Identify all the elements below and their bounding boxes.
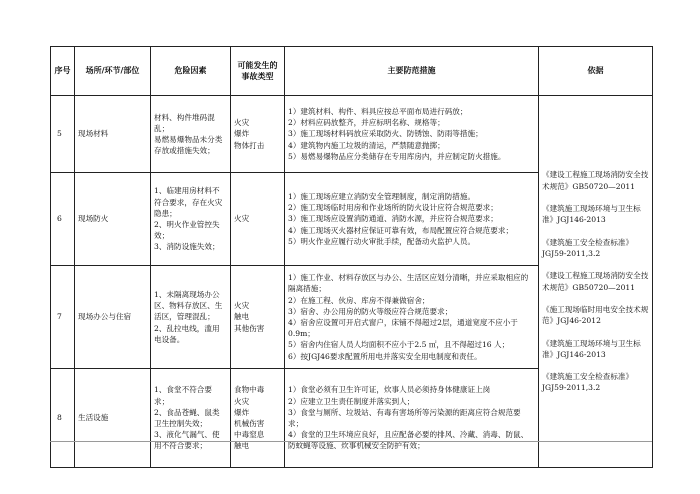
row-seq: 6 [51,173,75,266]
row-hazard: 1、食堂不符合要求； 2、食品苍蝇、鼠类卫生控制失效； 3、液化气漏气、使用不符合要求； [151,369,231,468]
row-measures: 1）食堂必须有卫生许可证，炊事人员必须持身体健康证上岗 2）应建立卫生责任制度并落实到人； 3）食堂与厕所、垃圾站、有毒有害场所等污染源的距离应符合规范要求； 4）食堂的卫生环境应良好，且应配备必要的排风、冷藏、消毒、防鼠、防蚊蝇等设施、炊事机械安全防护有效； [285,369,539,468]
row-seq: 7 [51,266,75,369]
row-hazard: 1、临建用房材料不符合要求，存在火灾隐患； 2、明火作业管控失效； 3、消防设施失效； [151,173,231,266]
hazard-measures-table [50,46,653,468]
row-seq: 8 [51,369,75,468]
row-measures: 1）施工作业、材料存放区与办公、生活区应划分清晰，并应采取相应的隔离措施； 2）在施工程、伙房、库房不得兼做宿舍； 3）宿舍、办公用房的防火等级应符合规范要求； 4）宿舍应设置可开启式窗户，床铺不得超过2层，通道宽度不应小于0.9m； 5）宿舍内住宿人员人均面积不应小于2.5 ㎡，且不得超过16 人； 6）按JGJ46要求配置所用电并落实安全用电制度和责任。 [285,266,539,369]
header-hazard: 危险因素 [151,47,231,96]
header-place: 场所/环节/部位 [75,47,151,96]
row-place: 生活设施 [75,369,151,468]
header-seq: 序号 [51,47,75,96]
header-measures: 主要防范措施 [285,47,539,96]
footer-divider [50,441,652,442]
row-measures: 1）建筑材料、构件、料具应按总平面布局进行码放； 2）材料应码放整齐，并应标明名称、规格等； 3）施工现场材料码放应采取防火、防锈蚀、防雨等措施； 4）建筑物内施工垃圾的清运，严禁随意抛掷； 5）易燃易爆物品应分类储存在专用库房内，并应制定防火措施。 [285,96,539,173]
row-measures: 1）施工现场应建立消防安全管理制度，制定消防措施。 2）施工现场临时用房和作业场所的防火设计应符合规范要求； 3）施工现场应设置消防通道、消防水源，并应符合规范要求； 4）施工现场灭火器材应保证可靠有效，布局配置应符合规范要求； 5）明火作业应履行动火审批手续，配备动火监护人员。 [285,173,539,266]
header-accident-type: 可能发生的 事故类型 [231,47,285,96]
row-accident-type: 食物中毒 火灾 爆炸 机械伤害 中毒窒息 触电 [231,369,285,468]
row-place: 现场材料 [75,96,151,173]
safety-table-sheet [50,46,652,468]
row-seq: 5 [51,96,75,173]
basis-cell: 《建设工程施工现场消防安全技术规范》GB50720—2011 《建筑施工现场环境与卫生标准》JGJ146-2013 《建筑施工安全检查标准》JGJ59-2011,3.2 《建设工程施工现场消防安全技术规范》GB50720—2011 《施工现场临时用电安全技术规范》JGJ46-2012 《建筑施工现场环境与卫生标准》JGJ146-2013 《建筑施工安全检查标准》JGJ59-2011,3.2 [539,96,653,468]
table-row [51,96,653,173]
row-accident-type: 火灾 爆炸 物体打击 [231,96,285,173]
header-row [51,47,653,96]
row-place: 现场办公与住宿 [75,266,151,369]
row-accident-type: 火灾 触电 其他伤害 [231,266,285,369]
row-accident-type: 火灾 [231,173,285,266]
row-place: 现场防火 [75,173,151,266]
row-hazard: 1、未隔离现场办公区、物料存放区、生活区，管理混乱； 2、乱拉电线，滥用电设备。 [151,266,231,369]
header-basis: 依据 [539,47,653,96]
row-hazard: 材料、构件堆码混乱； 易燃易爆物品未分类存放或措施失效； [151,96,231,173]
